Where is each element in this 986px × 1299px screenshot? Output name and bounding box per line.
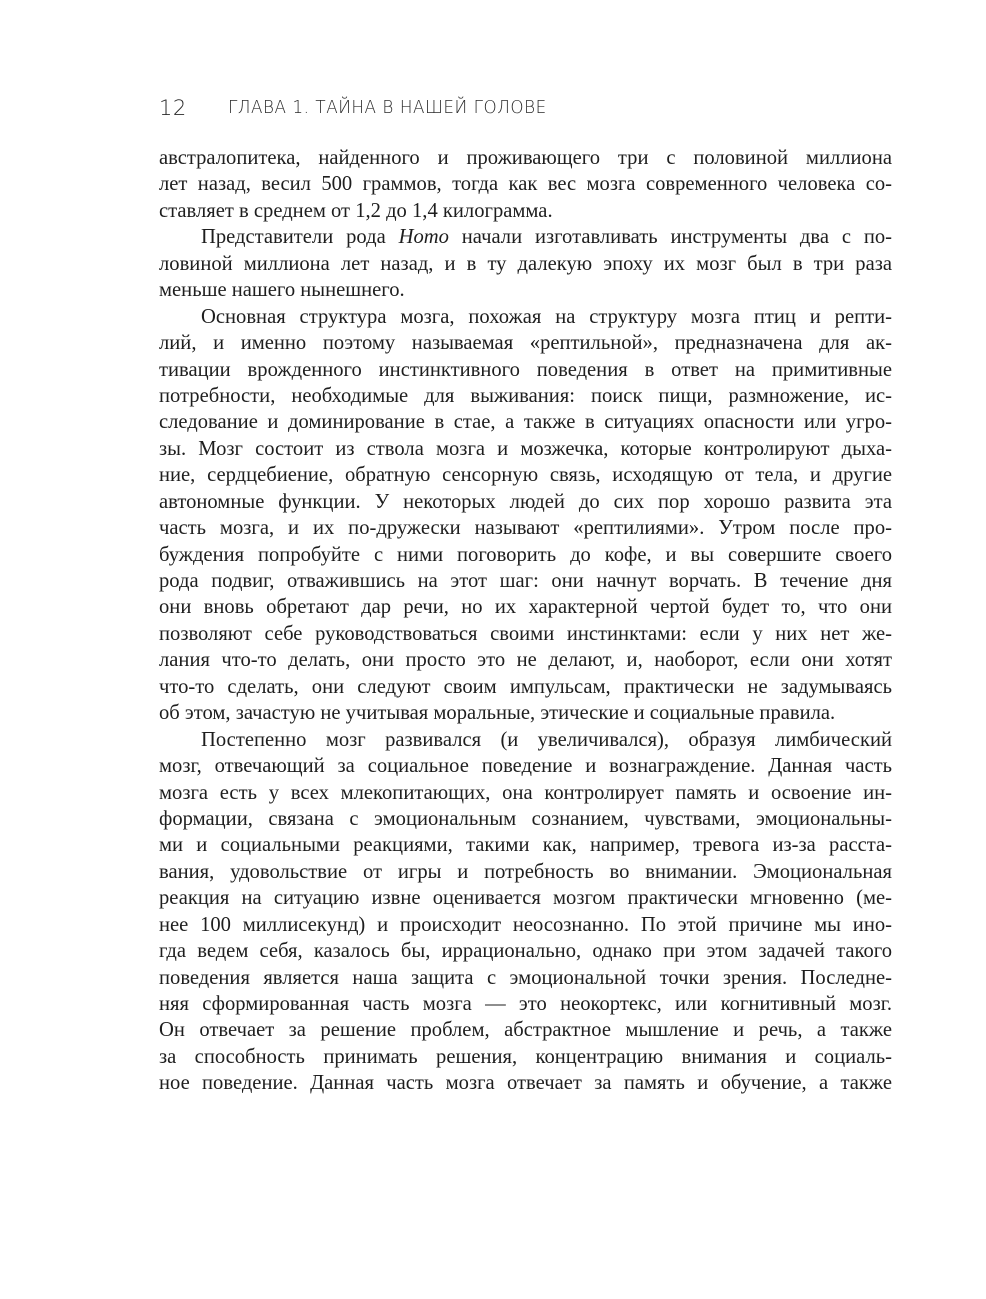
text-line: автономные функции. У некоторых людей до сих пор хорошо развита эта: [159, 490, 892, 513]
text-line: [159, 224, 892, 250]
text-line: австралопитека, найденного и проживающего три с половиной миллиона: [159, 147, 892, 169]
chapter-title: ГЛАВА 1. ТАЙНА В НАШЕЙ ГОЛОВЕ: [228, 97, 547, 118]
text-line: нее 100 миллисекунд) и происходит неосознанно. По этой причине мы ино-: [159, 913, 892, 936]
text-line: мозга есть у всех млекопитающих, она контролирует память и освоение ин-: [159, 781, 892, 804]
text-line: няя сформированная часть мозга — это неокортекс, или когнитивный мозг.: [159, 993, 892, 1015]
text-line: часть мозга, и их по-дружески называют «рептилиями». Утром после про-: [159, 517, 892, 540]
text-segment: Представители рода: [201, 226, 386, 249]
paragraph-4: [159, 727, 892, 1097]
running-header: [159, 96, 899, 126]
text-line: об этом, зачастую не учитывая моральные, этические и социальные правила.: [159, 702, 836, 725]
text-line: Основная структура мозга, похожая на структуру мозга птиц и репти-: [201, 305, 892, 328]
text-line: меньше нашего нынешнего.: [159, 279, 405, 302]
text-line: лий, и именно поэтому называемая «рептильной», предназначена для ак-: [159, 332, 892, 355]
text-line: лет назад, весил 500 граммов, тогда как вес мозга современного человека со-: [159, 173, 892, 196]
text-line: что-то сделать, они следуют своим импульсам, практически не задумываясь: [159, 675, 892, 698]
text-line: они вновь обретают дар речи, но их характерной чертой будет то, что они: [159, 596, 892, 619]
text-line: потребности, необходимые для выживания: поиск пищи, размножение, ис-: [159, 384, 892, 407]
text-line: тивации врожденного инстинктивного поведения в ответ на примитивные: [159, 358, 892, 381]
text-line: Он отвечает за решение проблем, абстрактное мышление и речь, а также: [159, 1019, 892, 1042]
text-line: поведения является наша защита с эмоциональной точки зрения. Последне-: [159, 966, 892, 989]
italic-term: Homo: [398, 226, 449, 249]
text-line: вания, удовольствие от игры и потребность во внимании. Эмоциональная: [159, 860, 892, 883]
paragraph-2: [159, 224, 892, 303]
text-line: ние, сердцебиение, обратную сенсорную связь, исходящую от тела, и другие: [159, 464, 892, 487]
paragraph-1: [159, 145, 892, 224]
body-text: [159, 145, 892, 1097]
text-line: мозг, отвечающий за социальное поведение и вознаграждение. Данная часть: [159, 755, 892, 778]
text-line: буждения попробуйте с ними поговорить до кофе, и вы совершите своего: [159, 543, 892, 566]
text-line: зы. Мозг состоит из ствола мозга и мозжечка, которые контролируют дыха-: [159, 437, 892, 460]
text-line: реакция на ситуацию извне оценивается мозгом практически мгновенно (ме-: [159, 887, 892, 910]
text-line: рода подвиг, отважившись на этот шаг: они начнут ворчать. В течение дня: [159, 570, 892, 592]
text-line: ловиной миллиона лет назад, и в ту далекую эпоху их мозг был в три раза: [159, 252, 892, 275]
text-line: Постепенно мозг развивался (и увеличивался), образуя лимбический: [201, 728, 892, 751]
text-line: лания что-то делать, они просто это не делают, и, наоборот, если они хотят: [159, 649, 892, 672]
text-line: позволяют себе руководствоваться своими инстинктами: если у них нет же-: [159, 622, 892, 645]
text-line: гда ведем себя, казалось бы, иррационально, однако при этом задачей такого: [159, 940, 892, 963]
text-segment: начали изготавливать инструменты два с по-: [461, 226, 892, 249]
paragraph-3: [159, 304, 892, 727]
text-line: за способность принимать решения, концентрацию внимания и социаль-: [159, 1045, 892, 1068]
page-number: 12: [159, 96, 187, 120]
text-line: ставляет в среднем от 1,2 до 1,4 килограмма.: [159, 199, 553, 222]
text-line: формации, связана с эмоциональным сознанием, чувствами, эмоциональны-: [159, 807, 892, 830]
text-line: следование и доминирование в стае, а также в ситуациях опасности или угро-: [159, 411, 892, 434]
text-line: ми и социальными реакциями, такими как, например, тревога из-за расста-: [159, 834, 892, 857]
text-line: ное поведение. Данная часть мозга отвечает за память и обучение, а также: [159, 1072, 892, 1095]
